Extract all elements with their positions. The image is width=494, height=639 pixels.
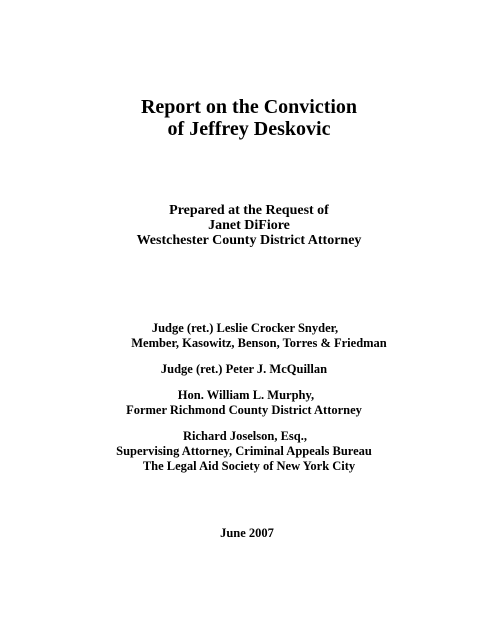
author-1-name: Judge (ret.) Leslie Crocker Snyder, xyxy=(151,321,339,335)
author-4-name: Richard Joselson, Esq., xyxy=(183,429,307,443)
prepared-request-line: Prepared at the Request of xyxy=(169,203,329,218)
report-title-line-2: of Jeffrey Deskovic xyxy=(167,118,331,140)
prepared-title-line: Westchester County District Attorney xyxy=(136,233,362,248)
author-1-affiliation: Member, Kasowitz, Benson, Torres & Friedman xyxy=(131,336,387,350)
prepared-name-line: Janet DiFiore xyxy=(208,218,290,233)
author-4-title: Supervising Attorney, Criminal Appeals Bureau xyxy=(116,444,372,458)
report-title-line-1: Report on the Conviction xyxy=(140,96,358,118)
report-date: June 2007 xyxy=(220,526,274,540)
author-3-affiliation: Former Richmond County District Attorney xyxy=(126,403,362,417)
author-4-affiliation: The Legal Aid Society of New York City xyxy=(142,459,356,473)
author-2-name: Judge (ret.) Peter J. McQuillan xyxy=(160,362,328,376)
author-3-name: Hon. William L. Murphy, xyxy=(177,388,315,402)
